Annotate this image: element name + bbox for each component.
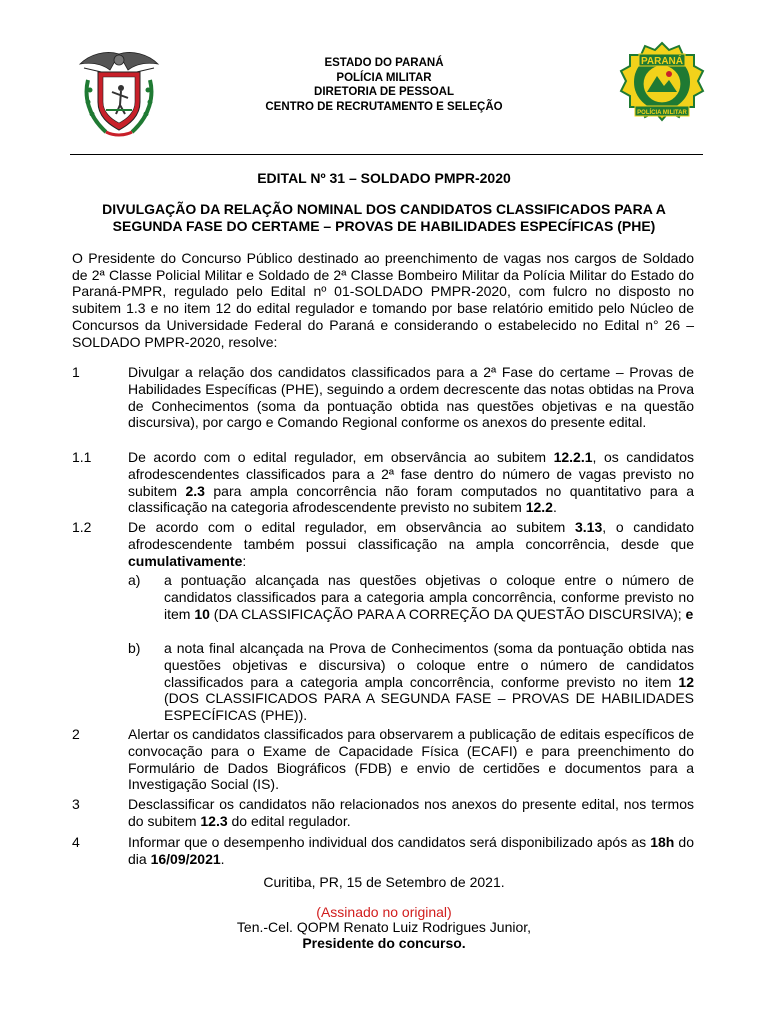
header-directorate: DIRETORIA DE PESSOAL xyxy=(314,86,454,98)
subitem-text: a pontuação alcançada nas questões objetivas o coloque entre o número de candidatos classificados para a categoria ampla concorrência, conforme previsto no item 10 (DA CLASSIFICAÇÃO PARA A CORREÇÃO DA QUESTÃO DISCURSIVA); e xyxy=(164,572,694,622)
subitem-text: a nota final alcançada na Prova de Conhecimentos (soma da pontuação obtida nas questões objetivas e discursiva) o coloque entre o número de candidatos classificados para a categoria ampla concorrência, conforme previsto no item 12 (DOS CLASSIFICADOS PARA A SEGUNDA FASE – PROVAS DE HABILIDADES ESPECÍFICAS (PHE)). xyxy=(164,640,694,724)
header-center: CENTRO DE RECRUTAMENTO E SELEÇÃO xyxy=(265,100,503,113)
policia-militar-shield-icon xyxy=(617,40,707,135)
emblem-text-top: PARANÁ xyxy=(640,56,684,67)
item-text: De acordo com o edital regulador, em observância ao subitem 3.13, o candidato afrodescendente também possui classificação na ampla concorrência, desde que cumulativamente: xyxy=(128,519,694,569)
list-item-2 xyxy=(72,726,694,793)
signer-name: Ten.-Cel. QOPM Renato Luiz Rodrigues Junior, xyxy=(236,919,532,935)
place-date: Curitiba, PR, 15 de Setembro de 2021. xyxy=(263,874,505,890)
item-text: Informar que o desempenho individual dos candidatos será disponibilizado após as 18h do dia 16/09/2021. xyxy=(128,834,694,867)
item-number: 1 xyxy=(72,364,80,380)
emblem-text-bottom: POLÍCIA MILITAR xyxy=(637,110,687,116)
item-number: 4 xyxy=(72,834,80,850)
item-number: 1.1 xyxy=(72,449,92,465)
list-item-1-1 xyxy=(72,449,694,516)
signed-original-note: (Assinado no original) xyxy=(316,904,452,920)
header-divider xyxy=(70,154,703,155)
item-text: Alertar os candidatos classificados para observarem a publicação de editais específicos de convocação para o Exame de Capacidade Física (ECAFI) e para preenchimento do Formulário de Dados Biográficos (FDB) e envio de certidões e documentos para a Investigação Social (IS). xyxy=(128,726,694,793)
item-number: 2 xyxy=(72,726,80,742)
intro-paragraph: O Presidente do Concurso Público destinado ao preenchimento de vagas nos cargos de Soldado de 2ª Classe Policial Militar e Soldado de 2ª Classe Bombeiro Militar da Polícia Militar do Estado do Paraná-PMPR, regulado pelo Edital nº 01-SOLDADO PMPR-2020, com fulcro no disposto no subitem 1.3 e no item 12 do edital regulador e tomando por base relatório emitido pelo Núcleo de Concursos da Universidade Federal do Paraná e considerando o estabelecido no Edital n° 26 – SOLDADO PMPR-2020, resolve: xyxy=(72,250,694,350)
list-item-1 xyxy=(72,364,694,431)
list-item-3 xyxy=(72,796,694,830)
list-item-1-2 xyxy=(72,519,694,569)
signer-role: Presidente do concurso. xyxy=(302,935,466,951)
list-subitem-b xyxy=(128,640,694,724)
list-item-4 xyxy=(72,834,694,868)
item-number: 1.2 xyxy=(72,519,92,535)
subitem-letter: b) xyxy=(128,640,141,656)
item-number: 3 xyxy=(72,796,80,812)
edital-subtitle: DIVULGAÇÃO DA RELAÇÃO NOMINAL DOS CANDIDATOS CLASSIFICADOS PARA A SEGUNDA FASE DO CERTAME – PROVAS DE HABILIDADES ESPECÍFICAS (PHE) xyxy=(102,201,666,234)
item-text: Desclassificar os candidatos não relacionados nos anexos do presente edital, nos termos do subitem 12.3 do edital regulador. xyxy=(128,796,694,829)
header-state: ESTADO DO PARANÁ xyxy=(324,57,444,69)
header-police: POLÍCIA MILITAR xyxy=(336,71,432,84)
item-text: Divulgar a relação dos candidatos classificados para a 2ª Fase do certame – Provas de Habilidades Específicas (PHE), seguindo a ordem decrescente das notas obtidas na Prova de Conhecimentos (soma da pontuação obtida nas questões objetivas e na questão discursiva), por cargo e Comando Regional conforme os anexos do presente edital. xyxy=(128,364,694,431)
item-text: De acordo com o edital regulador, em observância ao subitem 12.2.1, os candidatos afrodescendentes classificados para a 2ª fase dentro do número de vagas previsto no subitem 2.3 para ampla concorrência não foram computados no quantitativo para a classificação na categoria afrodescendente previsto no subitem 12.2. xyxy=(128,449,694,516)
edital-title: EDITAL Nº 31 – SOLDADO PMPR-2020 xyxy=(257,170,511,186)
list-subitem-a xyxy=(128,572,694,622)
subitem-letter: a) xyxy=(128,572,141,588)
